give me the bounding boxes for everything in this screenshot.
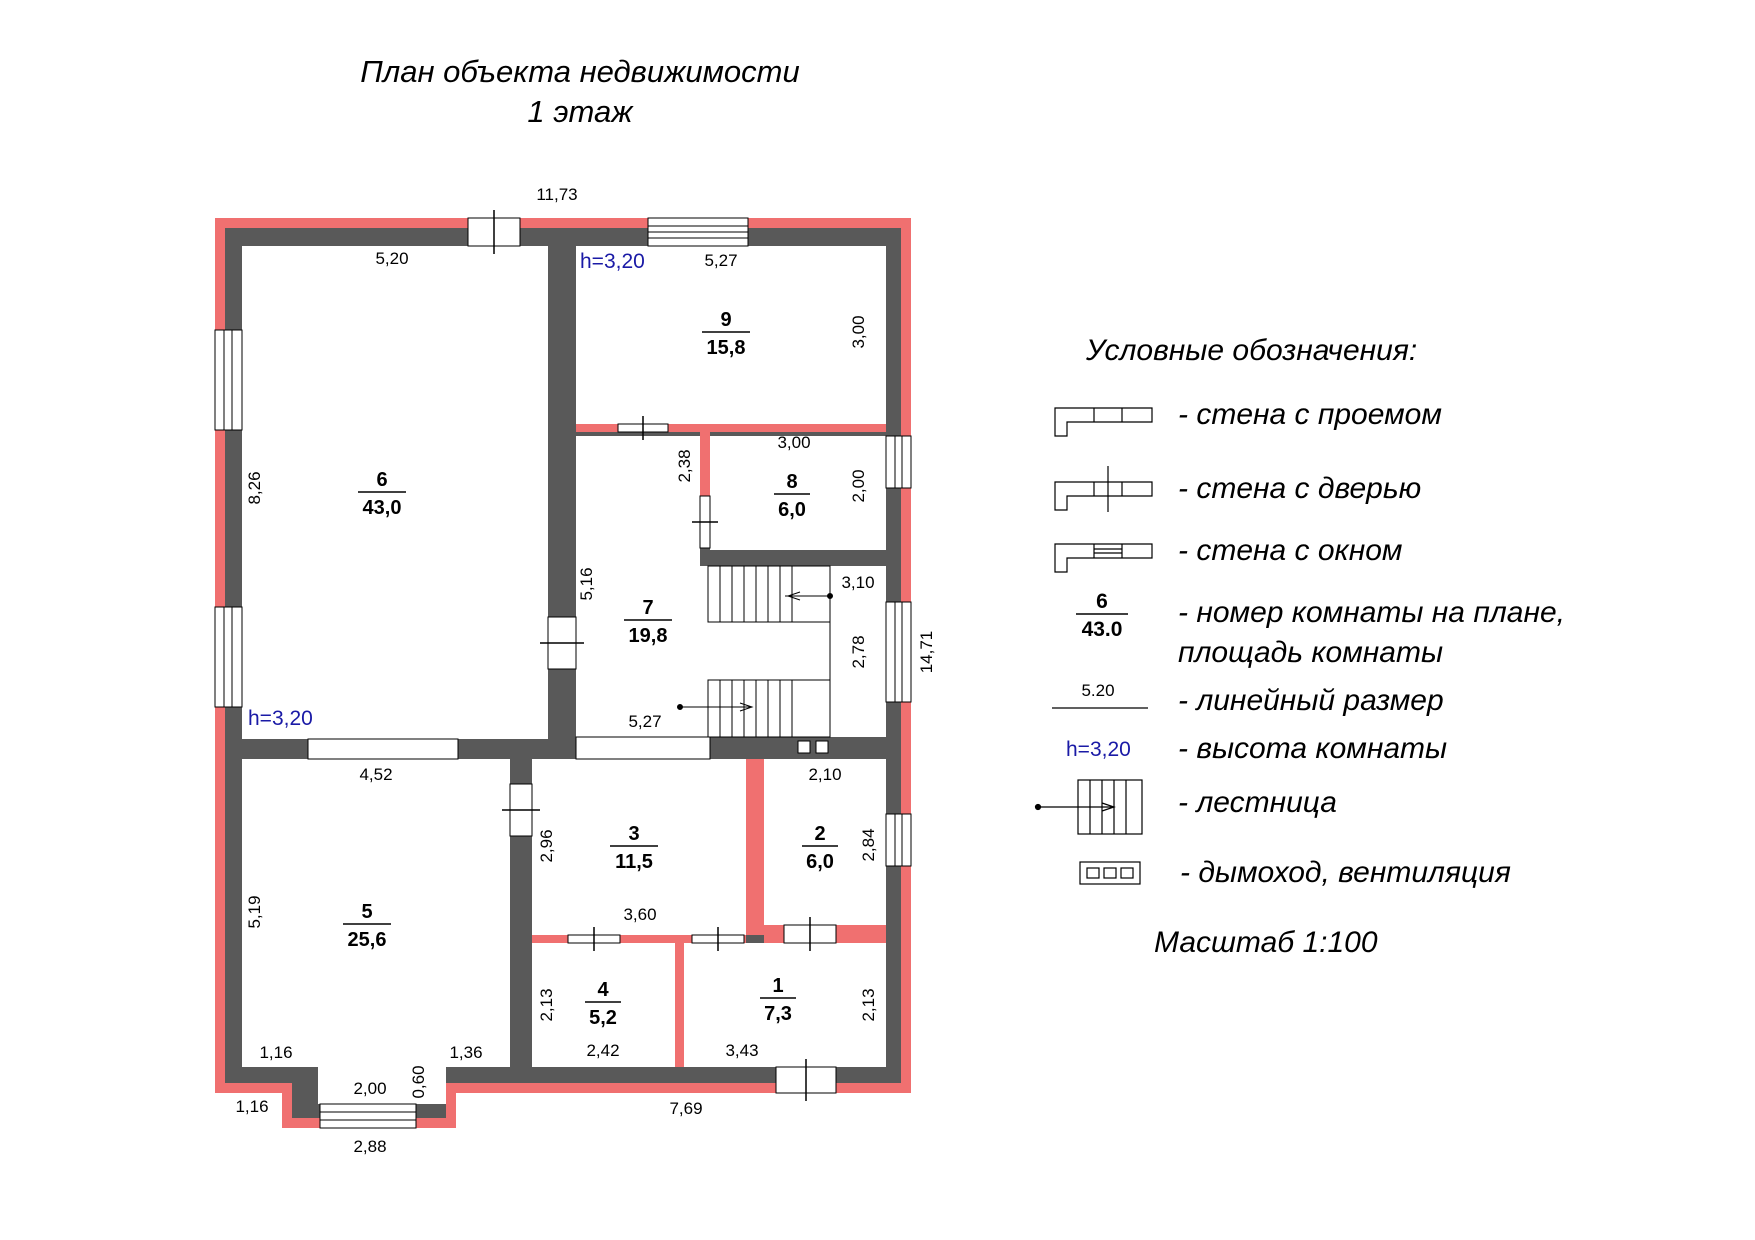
svg-text:8: 8: [786, 471, 798, 493]
legend-wall-opening-icon: [1055, 408, 1152, 436]
legend-wall-window-icon: [1055, 544, 1152, 572]
legend-chimney: - дымоход, вентиляция: [1180, 856, 1511, 889]
legend-linear: - линейный размер: [1178, 684, 1444, 717]
svg-text:6: 6: [1096, 590, 1108, 613]
dim-r8-height: 2,00: [849, 469, 868, 503]
dim-r6-width: 5,20: [375, 249, 409, 268]
dim-r8-width: 3,00: [777, 433, 811, 452]
dim-bottom-wall: 7,69: [669, 1099, 703, 1118]
svg-text:5,2: 5,2: [589, 1007, 617, 1029]
svg-text:1: 1: [772, 975, 784, 997]
svg-text:6,0: 6,0: [806, 851, 834, 873]
room-9-floor: [576, 246, 886, 426]
dim-r1-height: 2,13: [859, 988, 878, 1022]
legend-wall-door: - стена с дверью: [1178, 472, 1422, 505]
dim-bay-width: 2,00: [353, 1079, 387, 1098]
height-room-9: h=3,20: [580, 250, 645, 273]
legend-heading: Условные обозначения:: [1086, 334, 1418, 367]
svg-text:7,3: 7,3: [764, 1003, 792, 1025]
window-right-3: [886, 814, 911, 866]
window-left-2: [215, 607, 242, 707]
dim-r9-width: 5,27: [704, 251, 738, 270]
stair-upper: [708, 566, 830, 622]
dim-r3-width: 3,60: [623, 905, 657, 924]
dim-r7-width: 5,27: [628, 712, 662, 731]
dim-bay-left: 1,16: [259, 1043, 293, 1062]
dim-r7-side: 2,38: [675, 449, 694, 483]
window-left-1: [215, 330, 242, 430]
dim-r9-height: 3,00: [849, 315, 868, 349]
title-line-2: 1 этаж: [527, 94, 633, 129]
dim-bay-right: 1,36: [449, 1043, 483, 1062]
opening-r7-r3: [576, 737, 710, 759]
svg-text:6,0: 6,0: [778, 499, 806, 521]
svg-text:9: 9: [720, 309, 732, 331]
legend-wall-opening: - стена с проемом: [1178, 398, 1442, 431]
legend-room-label-icon: [1076, 590, 1128, 641]
svg-text:43.0: 43.0: [1081, 618, 1123, 641]
opening-r6-r5: [308, 739, 458, 759]
dim-stair-gap: 2,78: [849, 635, 868, 669]
legend-chimney-icon: [1080, 862, 1140, 884]
svg-text:4: 4: [597, 979, 609, 1001]
legend-room-label: - номер комнаты на плане,: [1178, 596, 1565, 629]
svg-text:11,5: 11,5: [615, 851, 653, 873]
dim-overall-width: 11,73: [536, 185, 578, 204]
window-bay: [320, 1104, 416, 1128]
dim-bay-depth: 0,60: [409, 1065, 428, 1099]
dim-r2-width: 2,10: [808, 765, 842, 784]
dim-r5-width: 4,52: [359, 765, 393, 784]
dim-r6-height: 8,26: [245, 471, 264, 505]
svg-text:6: 6: [376, 469, 388, 491]
dim-r4-width: 2,42: [586, 1041, 620, 1060]
svg-text:43,0: 43,0: [362, 497, 402, 519]
svg-text:5.20: 5.20: [1081, 681, 1115, 700]
svg-text:7: 7: [642, 597, 654, 619]
svg-text:25,6: 25,6: [347, 929, 387, 951]
stair-lower: [708, 680, 830, 737]
legend-stairs: - лестница: [1178, 786, 1337, 819]
svg-text:3: 3: [628, 823, 640, 845]
height-room-6: h=3,20: [248, 707, 313, 730]
dim-r3-height: 2,96: [537, 829, 556, 863]
dim-r1-width: 3,43: [725, 1041, 759, 1060]
dim-bay-outer: 2,88: [353, 1137, 387, 1156]
dim-r4-height: 2,13: [537, 988, 556, 1022]
legend-wall-window: - стена с окном: [1178, 534, 1403, 567]
dim-overall-height: 14,71: [917, 630, 936, 674]
legend-stairs-icon: [1036, 780, 1143, 834]
svg-text:2: 2: [814, 823, 826, 845]
legend-height-sample: h=3,20: [1066, 738, 1131, 761]
legend-room-label-2: площадь комнаты: [1178, 636, 1444, 669]
dim-r2-height: 2,84: [859, 828, 878, 862]
legend-wall-door-icon: [1055, 466, 1152, 512]
svg-text:15,8: 15,8: [706, 337, 746, 359]
svg-text:19,8: 19,8: [628, 625, 668, 647]
dim-r7-height: 5,16: [577, 567, 596, 601]
dim-r5-height: 5,19: [245, 895, 264, 929]
title-line-1: План объекта недвижимости: [360, 54, 800, 89]
svg-text:5: 5: [361, 901, 373, 923]
legend: [1036, 334, 1565, 959]
legend-height: - высота комнаты: [1178, 732, 1448, 765]
legend-linear-icon: [1052, 681, 1148, 708]
window-right-1: [886, 436, 911, 488]
dim-bay-offset: 1,16: [235, 1097, 269, 1116]
window-right-2: [886, 602, 911, 702]
legend-scale: Масштаб 1:100: [1154, 926, 1378, 959]
dim-stair-width: 3,10: [841, 573, 875, 592]
